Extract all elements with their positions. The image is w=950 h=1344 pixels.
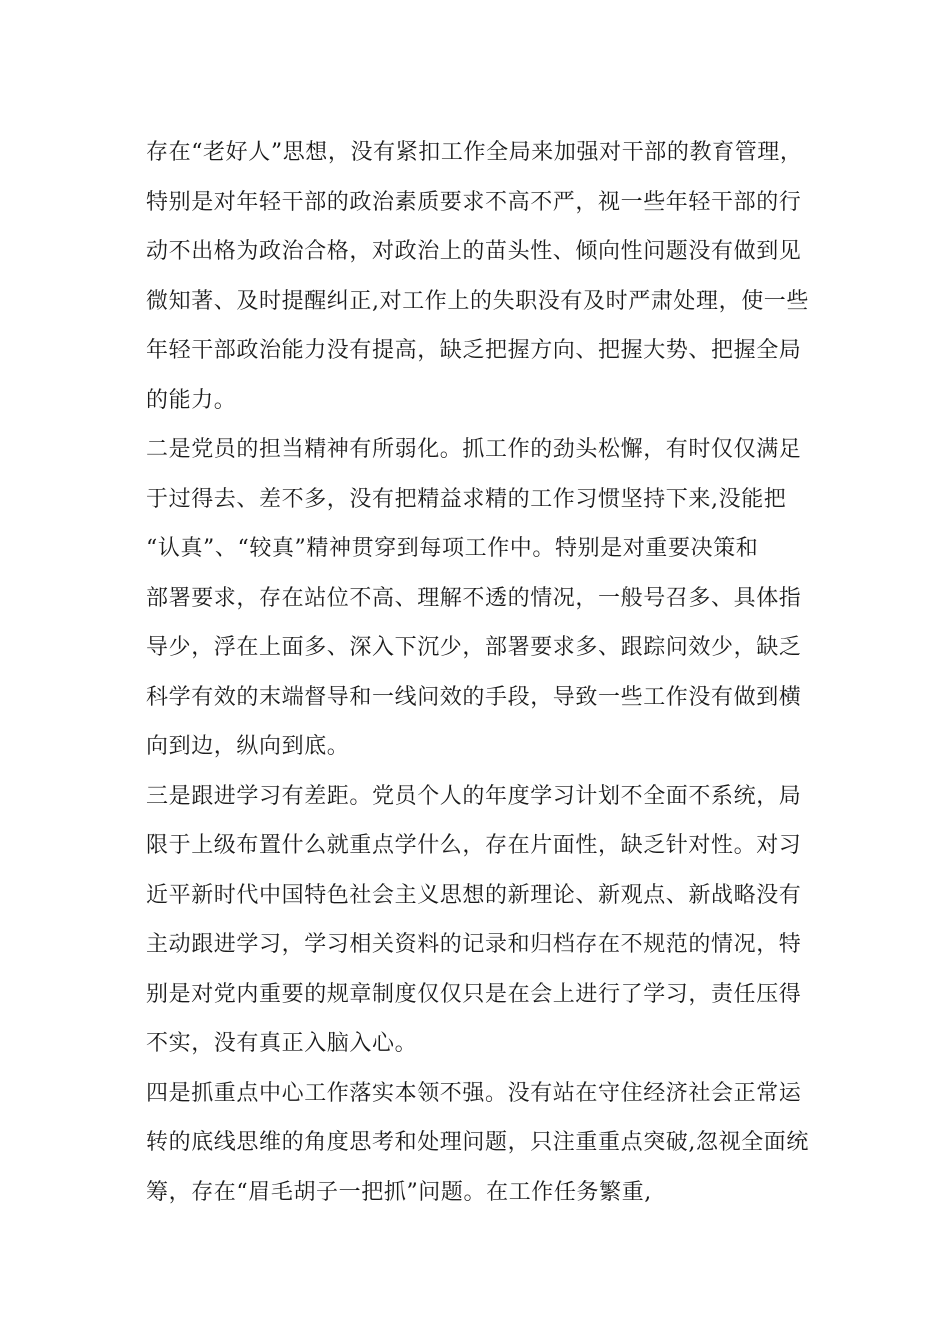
text-line: 不实，没有真正入脑入心。	[146, 1031, 418, 1056]
text-line: 于过得去、差不多，没有把精益求精的工作习惯坚持下来,没能把	[146, 486, 787, 512]
text-line: 三是跟进学习有差距。党员个人的年度学习计划不全面不系统，局	[146, 783, 802, 809]
text-line: 科学有效的末端督导和一线问效的手段，导致一些工作没有做到横	[146, 684, 802, 710]
text-line: 筹，存在“眉毛胡子一把抓”问题。在工作任务繁重,	[146, 1179, 652, 1205]
text-line: 动不出格为政治合格，对政治上的苗头性、倾向性问题没有做到见	[146, 239, 802, 264]
text-line: 二是党员的担当精神有所弱化。抓工作的劲头松懈，有时仅仅满足	[146, 437, 802, 462]
text-line: 微知著、及时提醒纠正,对工作上的失职没有及时严肃处理，使一些	[146, 288, 809, 314]
text-line: 主动跟进学习，学习相关资料的记录和归档存在不规范的情况，特	[146, 932, 802, 957]
text-line: 的能力。	[146, 387, 237, 413]
text-line: 部署要求，存在站位不高、理解不透的情况，一般号召多、具体指	[146, 585, 802, 611]
text-line: 四是抓重点中心工作落实本领不强。没有站在守住经济社会正常运	[146, 1080, 802, 1106]
text-line: 年轻干部政治能力没有提高，缺乏把握方向、把握大势、把握全局	[146, 338, 802, 363]
text-line: 导少，浮在上面多、深入下沉少，部署要求多、跟踪问效少，缺乏	[146, 635, 802, 660]
text-line: 存在“老好人”思想，没有紧扣工作全局来加强对干部的教育管理，	[146, 140, 803, 165]
text-line: 近平新时代中国特色社会主义思想的新理论、新观点、新战略没有	[146, 882, 802, 908]
text-line: 特别是对年轻干部的政治素质要求不高不严，视一些年轻干部的行	[146, 189, 802, 215]
text-line: 向到边，纵向到底。	[146, 734, 350, 759]
text-line: 限于上级布置什么就重点学什么，存在片面性，缺乏针对性。对习	[146, 833, 802, 858]
text-line: 转的底线思维的角度思考和处理问题，只注重重点突破,忽视全面统	[146, 1130, 809, 1155]
document-body	[146, 128, 826, 1217]
text-line: “认真”、“较真”精神贯穿到每项工作中。特别是对重要决策和	[146, 536, 759, 561]
text-line: 别是对党内重要的规章制度仅仅只是在会上进行了学习，责任压得	[146, 981, 802, 1007]
